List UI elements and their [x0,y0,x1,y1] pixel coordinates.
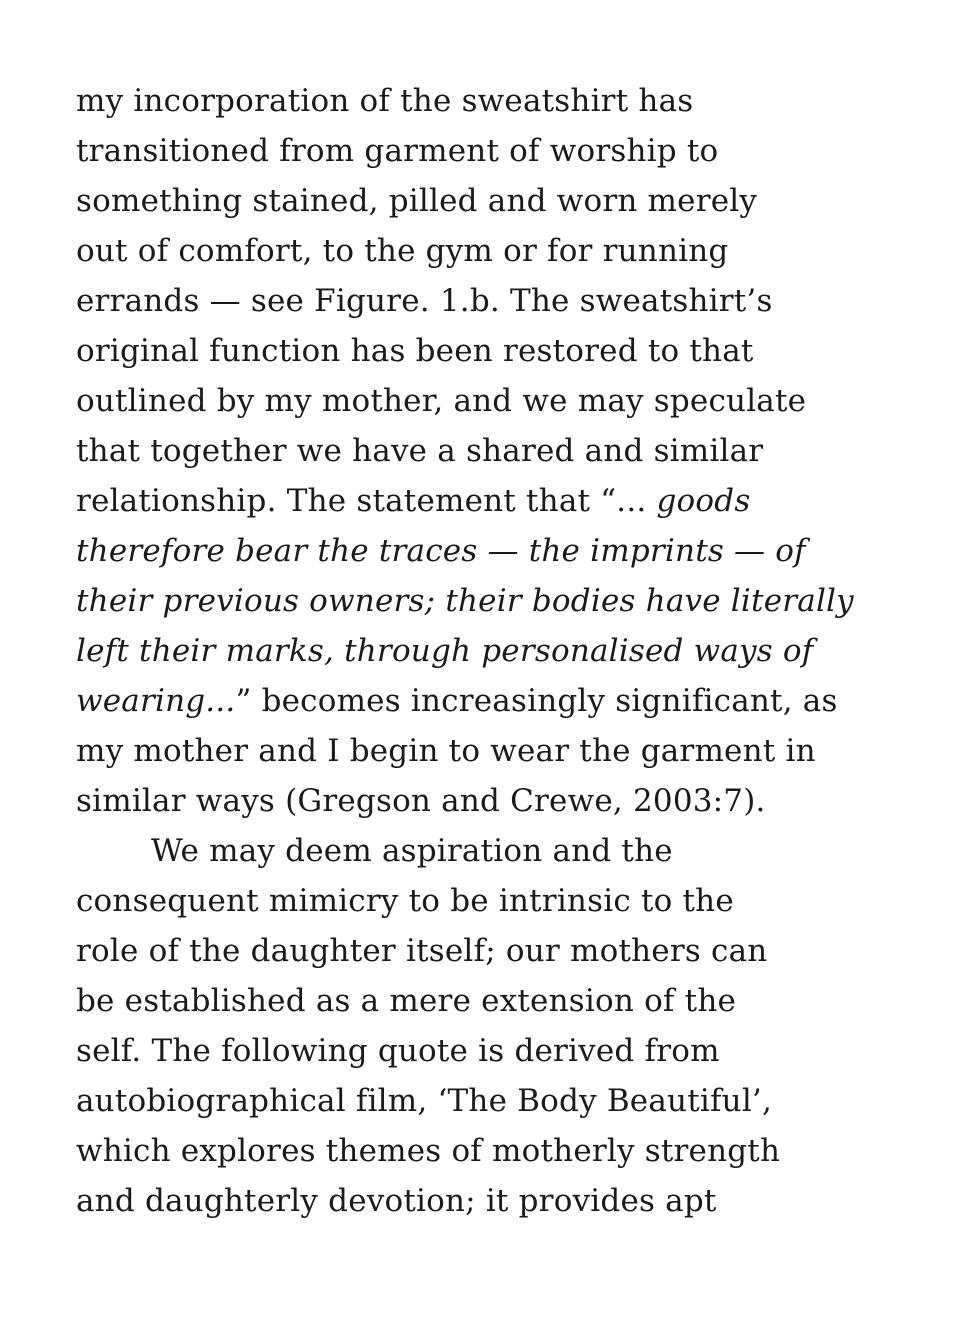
quote-italic: wearing... [76,683,236,719]
text-line [76,676,936,726]
text-line: autobiographical film, ‘The Body Beautiful’, [76,1083,773,1119]
text-run: relationship. The statement that “... [76,483,657,519]
text-line: that together we have a shared and similar [76,433,764,469]
text-line: my mother and I begin to wear the garment in [76,733,816,769]
paragraph-2 [76,826,936,1226]
text-line: which explores themes of motherly strength [76,1133,781,1169]
text-line: self. The following quote is derived from [76,1033,720,1069]
text-run: ” becomes increasingly significant, as [235,683,838,719]
text-line: out of comfort, to the gym or for running [76,233,729,269]
text-line: errands — see Figure. 1.b. The sweatshirt’s [76,283,773,319]
text-line: We may deem aspiration and the [151,833,673,869]
quote-line: left their marks, through personalised ways of [76,633,814,669]
text-line: outlined by my mother, and we may speculate [76,383,807,419]
text-line: role of the daughter itself; our mothers can [76,933,768,969]
text-line: transitioned from garment of worship to [76,133,719,169]
paragraph-1 [76,76,936,826]
quote-line: therefore bear the traces — the imprints — of [76,533,806,569]
text-line: similar ways (Gregson and Crewe, 2003:7). [76,783,766,819]
quote-line: their previous owners; their bodies have literally [76,583,854,619]
quote-italic: goods [656,483,751,519]
text-line: and daughterly devotion; it provides apt [76,1183,717,1219]
text-line: something stained, pilled and worn merely [76,183,758,219]
text-line: be established as a mere extension of the [76,983,737,1019]
text-line: consequent mimicry to be intrinsic to the [76,883,734,919]
text-line: my incorporation of the sweatshirt has [76,83,694,119]
text-line [76,476,936,526]
text-line: original function has been restored to that [76,333,754,369]
document-page [76,76,936,1226]
